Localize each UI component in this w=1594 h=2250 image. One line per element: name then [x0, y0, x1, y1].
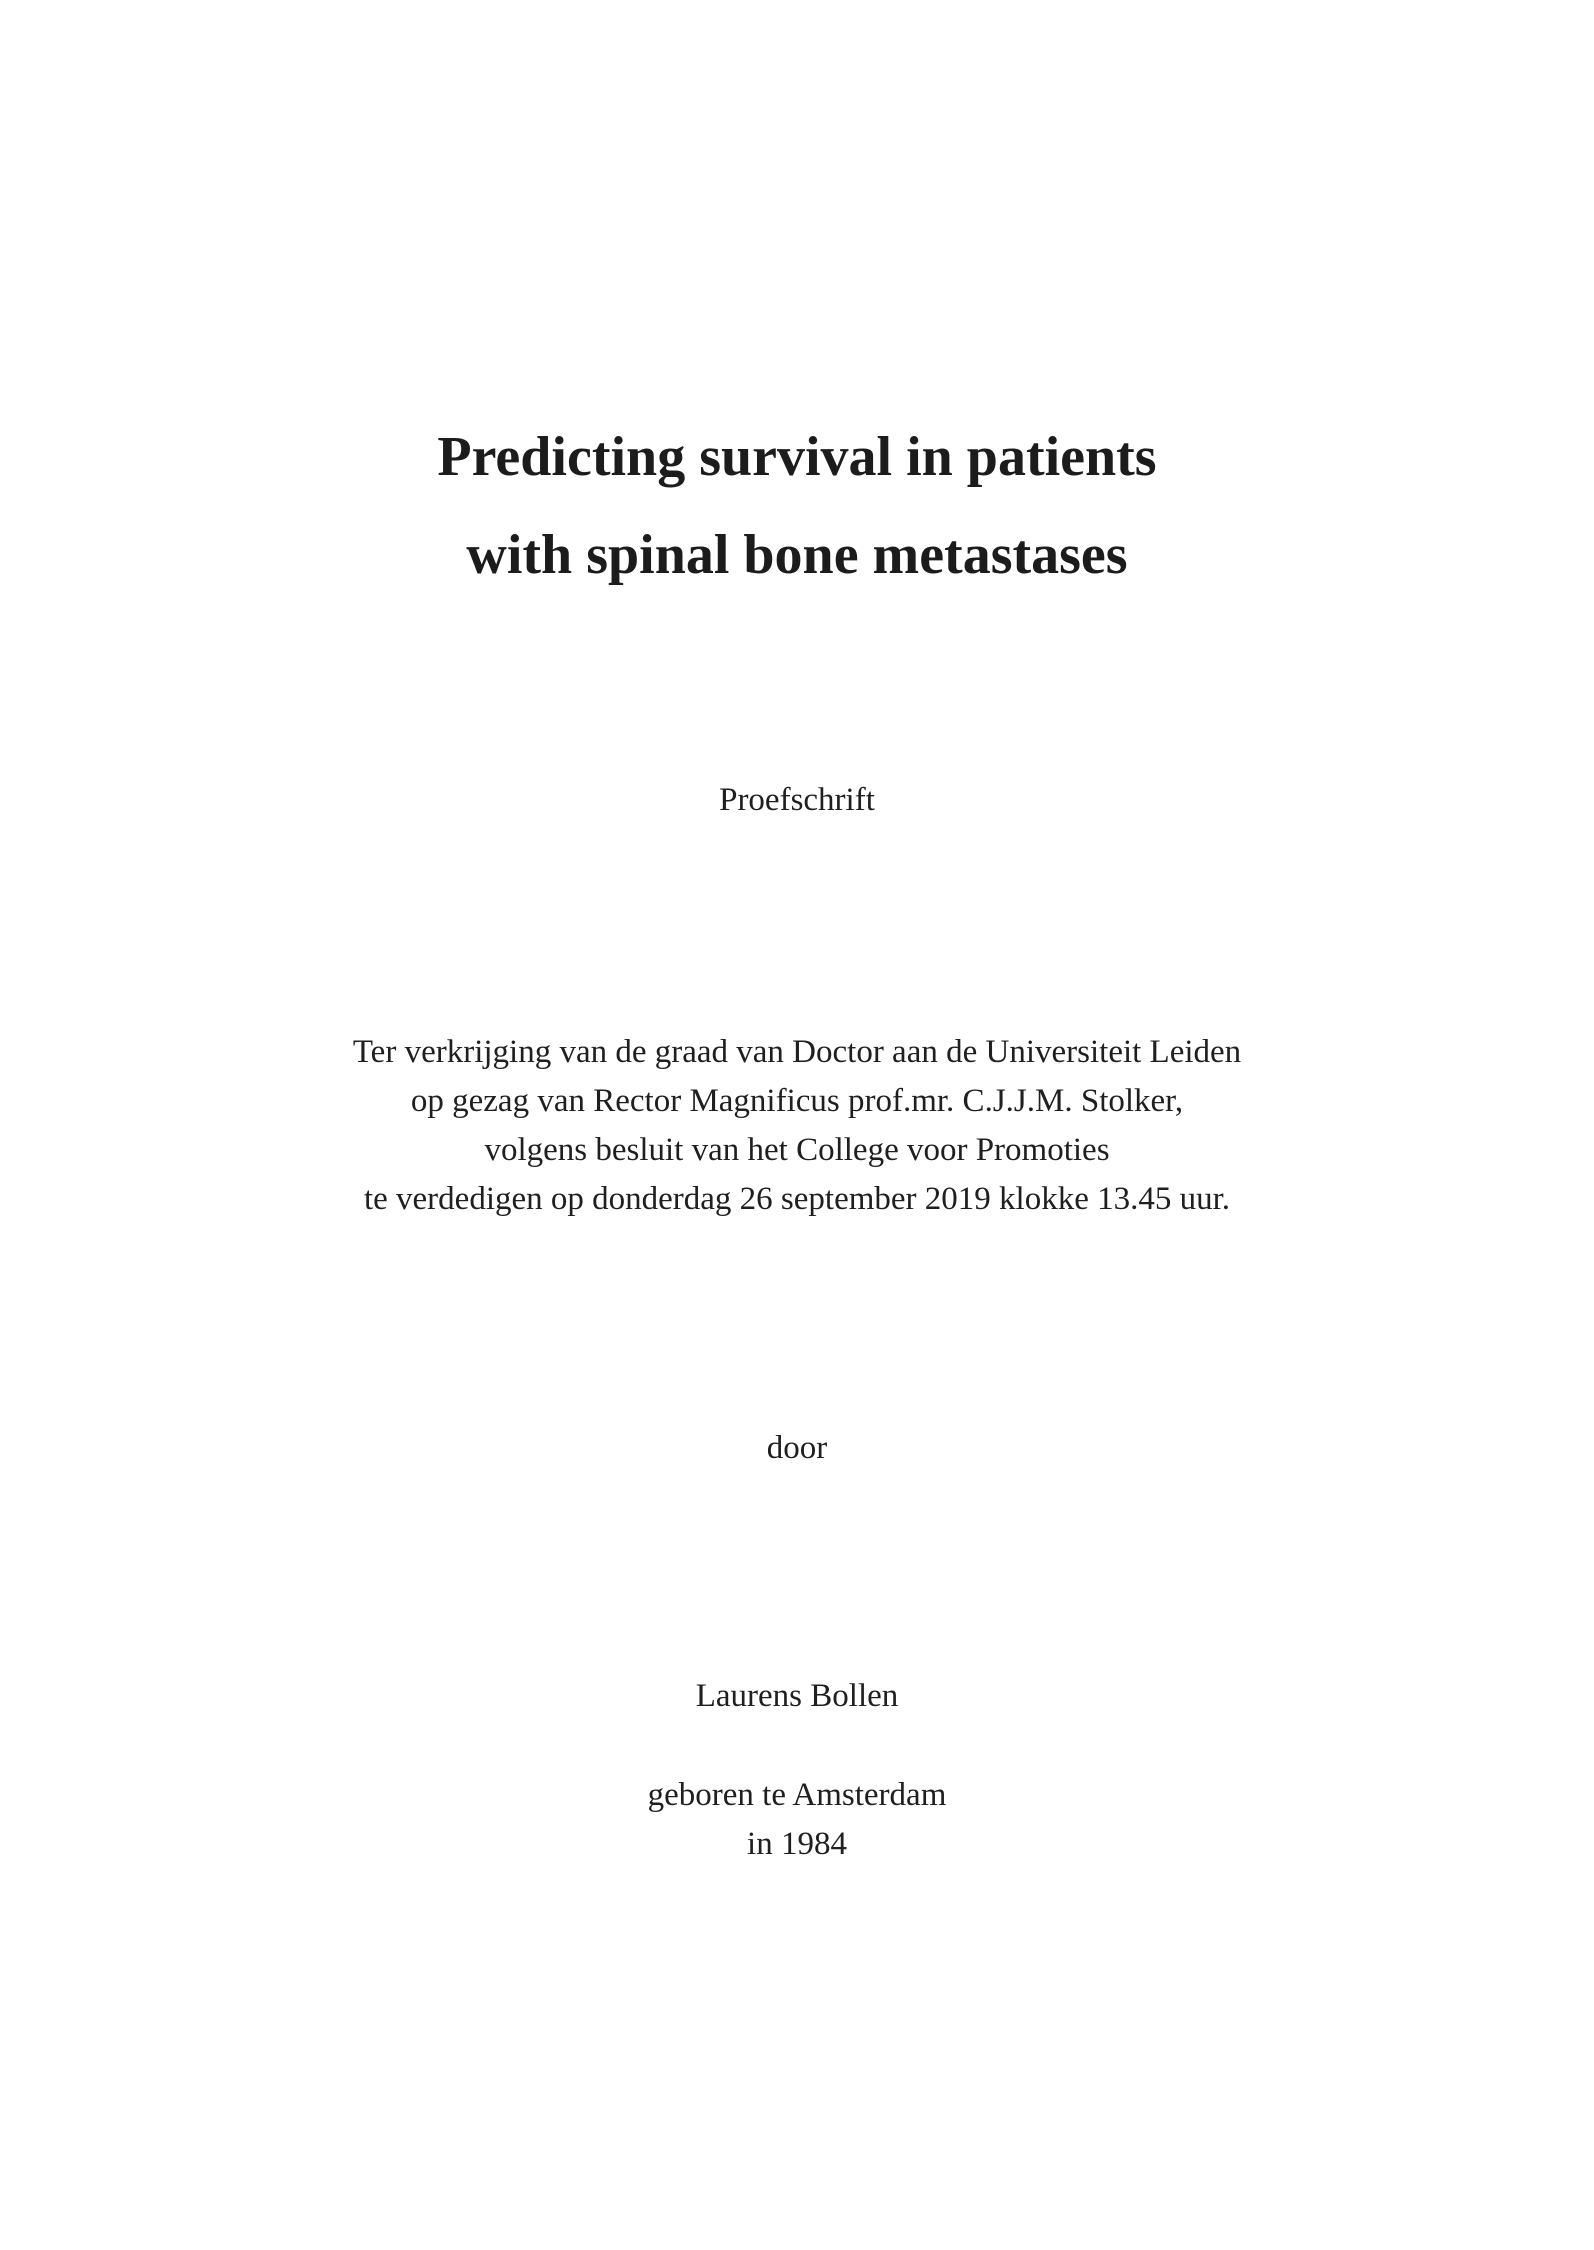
- thesis-title-line-2: with spinal bone metastases: [466, 524, 1128, 586]
- thesis-title-line-1: Predicting survival in patients: [437, 426, 1157, 488]
- degree-statement-line-4: te verdedigen op donderdag 26 september 2019 klokke 13.45 uur.: [363, 1181, 1231, 1217]
- degree-statement-line-2: op gezag van Rector Magnificus prof.mr. C.J.J.M. Stolker,: [410, 1083, 1184, 1119]
- birth-details: [0, 1771, 1594, 1869]
- author-name: Laurens Bollen: [695, 1678, 899, 1714]
- birth-place: geboren te Amsterdam: [647, 1777, 947, 1813]
- birth-year: in 1984: [747, 1826, 847, 1862]
- document-type: Proefschrift: [719, 782, 875, 818]
- degree-statement-line-3: volgens besluit van het College voor Promoties: [484, 1132, 1110, 1168]
- degree-statement: [0, 1028, 1594, 1224]
- thesis-title: [0, 408, 1594, 604]
- degree-statement-line-1: Ter verkrijging van de graad van Doctor aan de Universiteit Leiden: [352, 1034, 1242, 1070]
- by-label: door: [766, 1430, 828, 1466]
